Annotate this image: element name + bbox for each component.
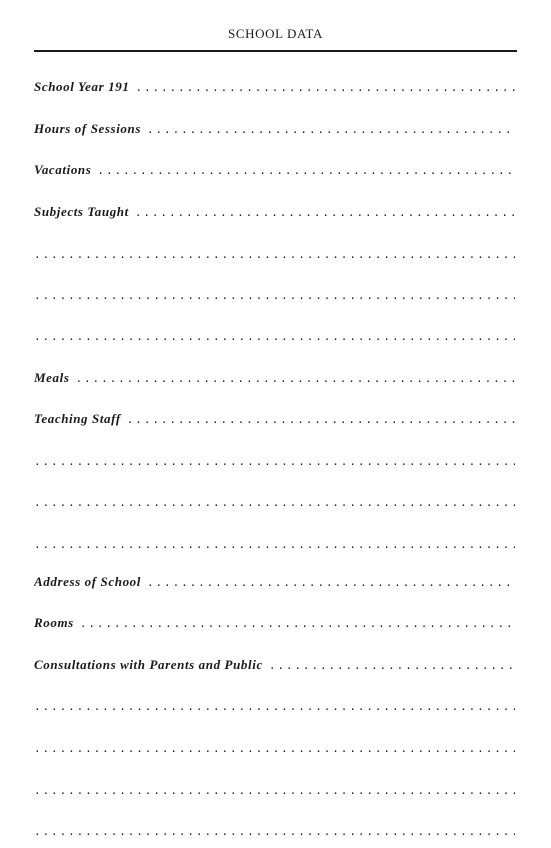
field-teaching-staff-cont-1[interactable]: [34, 452, 515, 472]
field-label: Address of School: [34, 574, 141, 589]
dotted-leader: [97, 161, 515, 181]
field-label: Hours of Sessions: [34, 121, 142, 136]
field-teaching-staff-cont-2[interactable]: [34, 493, 515, 513]
field-label: School Year 191: [34, 79, 130, 94]
field-consultations-cont-1[interactable]: [34, 697, 515, 717]
field-subjects-taught-cont-1[interactable]: [34, 245, 515, 265]
field-subjects-taught-cont-2[interactable]: [34, 286, 515, 306]
field-subjects-taught-cont-3[interactable]: [34, 327, 515, 347]
field-consultations-cont-2[interactable]: [34, 739, 515, 759]
page-title: SCHOOL DATA: [228, 26, 323, 41]
dotted-leader: [34, 697, 515, 717]
field-vacations[interactable]: [34, 161, 515, 181]
field-meals[interactable]: [34, 369, 515, 389]
dotted-leader: [34, 245, 515, 265]
field-hours-of-sessions[interactable]: [34, 120, 515, 140]
field-address-of-school[interactable]: [34, 573, 515, 593]
dotted-leader: [135, 78, 515, 98]
dotted-leader: [34, 493, 515, 513]
dotted-leader: [34, 739, 515, 759]
field-consultations-cont-3[interactable]: [34, 781, 515, 801]
dotted-leader: [34, 535, 515, 555]
field-label: Consultations with Parents and Public: [34, 657, 263, 672]
field-label: Vacations: [34, 162, 92, 177]
field-label: Teaching Staff: [34, 411, 121, 426]
dotted-leader: [135, 203, 515, 223]
field-label: Rooms: [34, 615, 74, 630]
field-subjects-taught[interactable]: [34, 203, 515, 223]
field-label: Meals: [34, 370, 70, 385]
field-teaching-staff[interactable]: [34, 410, 515, 430]
field-label: Subjects Taught: [34, 204, 129, 219]
dotted-leader: [147, 120, 515, 140]
dotted-leader: [34, 822, 515, 842]
dotted-leader: [76, 369, 516, 389]
field-rooms[interactable]: [34, 614, 515, 634]
field-teaching-staff-cont-3[interactable]: [34, 535, 515, 555]
dotted-leader: [34, 452, 515, 472]
dotted-leader: [80, 614, 515, 634]
dotted-leader: [34, 327, 515, 347]
field-school-year[interactable]: [34, 78, 515, 98]
header-rule: [34, 50, 517, 52]
dotted-leader: [269, 656, 515, 676]
field-consultations[interactable]: [34, 656, 515, 676]
dotted-leader: [34, 286, 515, 306]
dotted-leader: [127, 410, 515, 430]
field-consultations-cont-4[interactable]: [34, 822, 515, 842]
dotted-leader: [147, 573, 515, 593]
dotted-leader: [34, 781, 515, 801]
